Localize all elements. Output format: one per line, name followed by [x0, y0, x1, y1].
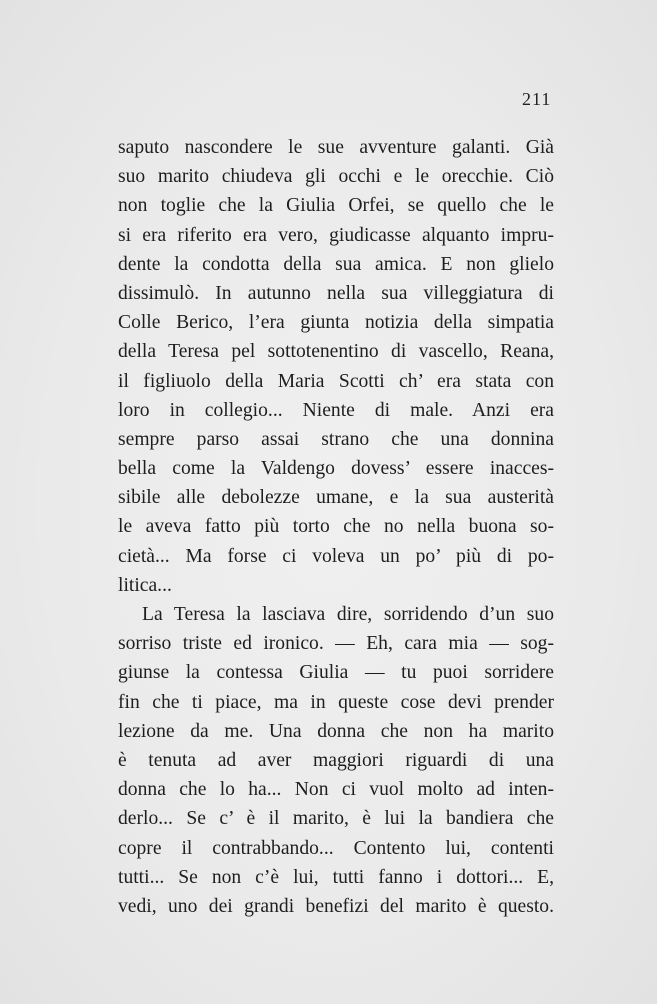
text-line: lezione da me. Una donna che non ha marito — [118, 720, 554, 742]
text-line: tutti... Se non c’è lui, tutti fanno i dottori... E, — [118, 866, 554, 888]
text-line: cietà... Ma forse ci voleva un po’ più di po- — [118, 545, 554, 567]
text-line: suo marito chiudeva gli occhi e le orecchie. Ciò — [118, 166, 554, 188]
text-line: dente la condotta della sua amica. E non glielo — [118, 253, 554, 275]
text-line: non toglie che la Giulia Orfei, se quello che le — [118, 195, 554, 217]
body-text — [118, 133, 554, 921]
text-line: della Teresa pel sottotenentino di vascello, Reana, — [118, 341, 554, 363]
text-line: fin che ti piace, ma in queste cose devi prender — [118, 691, 554, 713]
text-line: il figliuolo della Maria Scotti ch’ era stata con — [118, 370, 554, 392]
text-line: saputo nascondere le sue avventure galanti. Già — [118, 137, 554, 158]
text-line: sorriso triste ed ironico. — Eh, cara mia — sog- — [118, 633, 554, 655]
text-line: si era riferito era vero, giudicasse alquanto impru- — [118, 224, 554, 246]
text-line: sibile alle debolezze umane, e la sua austerità — [118, 487, 554, 509]
text-line: litica... — [118, 574, 172, 596]
page-number: 211 — [522, 89, 552, 109]
text-line: giunse la contessa Giulia — tu puoi sorridere — [118, 662, 554, 684]
text-line: donna che lo ha... Non ci vuol molto ad inten- — [118, 779, 554, 801]
text-line: La Teresa la lasciava dire, sorridendo d’un suo — [142, 604, 554, 625]
text-line: sempre parso assai strano che una donnina — [118, 428, 554, 450]
text-line: derlo... Se c’ è il marito, è lui la bandiera che — [118, 808, 554, 830]
text-line: vedi, uno dei grandi benefizi del marito è questo. — [118, 895, 554, 917]
text-line: dissimulò. In autunno nella sua villeggiatura di — [118, 282, 554, 304]
text-line: le aveva fatto più torto che no nella buona so- — [118, 516, 554, 538]
text-line: copre il contrabbando... Contento lui, contenti — [118, 837, 554, 859]
text-line: loro in collegio... Niente di male. Anzi era — [118, 399, 554, 421]
text-line: bella come la Valdengo dovess’ essere inacces- — [118, 458, 554, 480]
text-line: Colle Berico, l’era giunta notizia della simpatia — [118, 312, 554, 334]
text-line: è tenuta ad aver maggiori riguardi di una — [118, 749, 554, 771]
